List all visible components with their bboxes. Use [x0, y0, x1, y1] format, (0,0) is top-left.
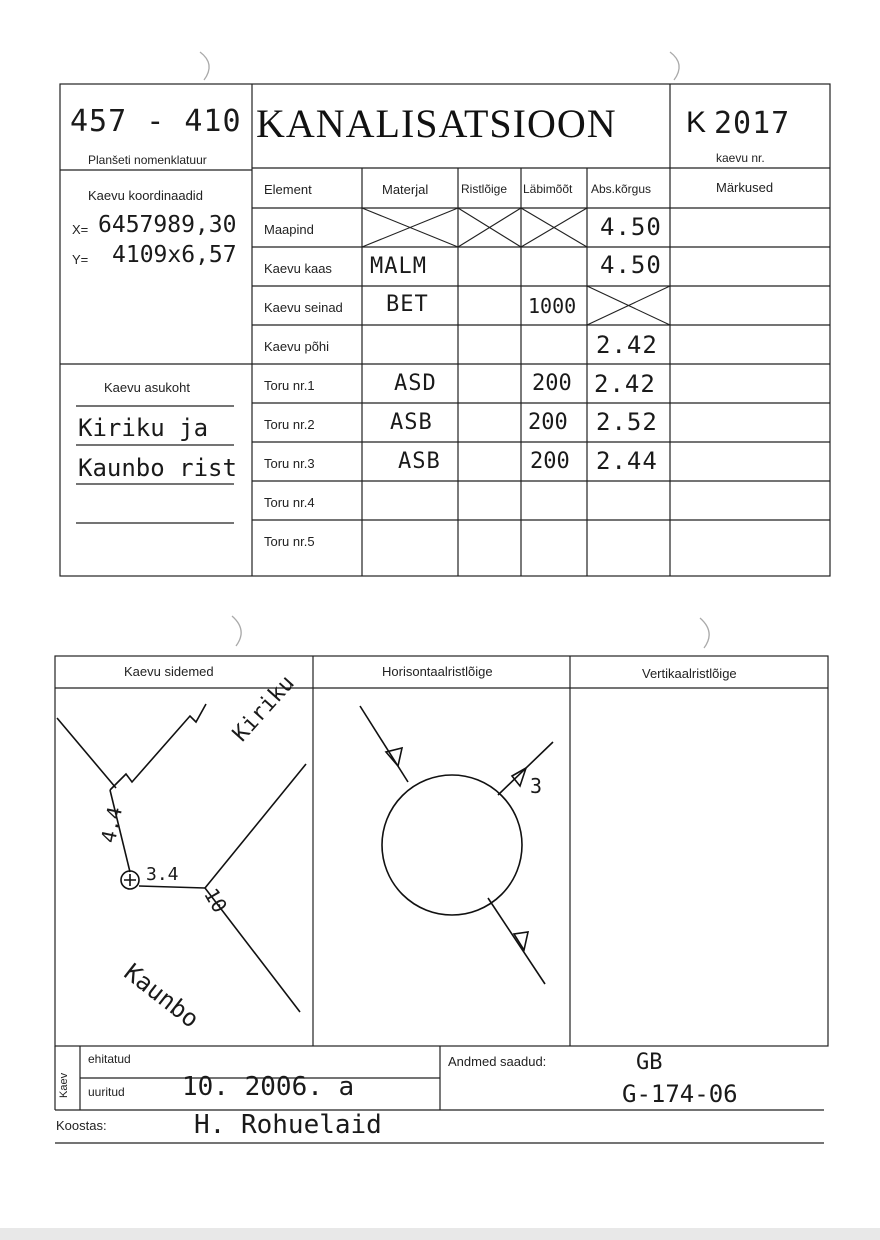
well-number-value: 2017: [714, 106, 791, 141]
row-label: Kaevu seinad: [264, 300, 343, 315]
cell-material: ASD: [394, 371, 437, 396]
panel-title-connections: Kaevu sidemed: [124, 664, 214, 679]
cell-elevation: 2.52: [596, 408, 658, 436]
column-header-diameter: Läbimõõt: [523, 182, 573, 196]
cell-diameter: 200: [532, 371, 572, 396]
cell-elevation: 2.42: [594, 370, 656, 398]
cell-material: MALM: [370, 254, 427, 279]
scan-edge: [0, 1228, 880, 1240]
nomenclature-value: 457 - 410: [70, 104, 242, 139]
cell-material: BET: [386, 292, 429, 317]
cell-diameter: 200: [530, 449, 570, 474]
coordinates-label: Kaevu koordinaadid: [88, 188, 203, 203]
renewed-label: uuritud: [88, 1085, 125, 1099]
row-label: Maapind: [264, 222, 314, 237]
sketch-street-label: Kiriku: [228, 670, 300, 747]
row-label: Toru nr.1: [264, 378, 315, 393]
nomenclature-label: Planšeti nomenklatuur: [88, 153, 207, 167]
x-value: 6457989,30: [98, 212, 237, 238]
data-source-label: Andmed saadud:: [448, 1054, 547, 1069]
cell-elevation: 4.50: [600, 251, 662, 279]
row-label: Toru nr.5: [264, 534, 315, 549]
row-label: Toru nr.3: [264, 456, 315, 471]
y-label: Y=: [72, 252, 89, 267]
row-label: Toru nr.4: [264, 495, 315, 510]
cell-elevation: 2.42: [596, 331, 658, 359]
column-header-section: Ristlõige: [461, 182, 508, 196]
location-line-1: Kiriku ja: [78, 414, 209, 442]
built-label: ehitatud: [88, 1052, 131, 1066]
renewed-value: 10. 2006. a: [182, 1072, 355, 1102]
row-label: Toru nr.2: [264, 417, 315, 432]
well-number-prefix: K: [686, 106, 707, 139]
cell-diameter: 1000: [528, 294, 577, 318]
panel-title-horizontal-section: Horisontaalristlõige: [382, 664, 493, 679]
author-label: Koostas:: [56, 1118, 107, 1133]
data-source-value-2: G-174-06: [622, 1080, 738, 1108]
cell-material: ASB: [390, 410, 433, 435]
location-label: Kaevu asukoht: [104, 380, 191, 395]
well-number-label: kaevu nr.: [716, 151, 765, 165]
sketch-length-label: 3.4: [146, 864, 179, 885]
cell-elevation: 2.44: [596, 447, 658, 475]
sketch-length-label: 10: [199, 884, 233, 917]
column-header-elevation: Abs.kõrgus: [591, 182, 652, 196]
page-title: KANALISATSIOON: [256, 101, 617, 146]
cell-elevation: 4.50: [600, 213, 662, 241]
column-header-material: Materjal: [382, 182, 429, 197]
panel-title-vertical-section: Vertikaalristlõige: [642, 666, 737, 681]
cell-diameter: 200: [528, 410, 568, 435]
row-label: Kaevu kaas: [264, 261, 332, 276]
location-line-2: Kaunbo rist: [78, 454, 237, 482]
data-source-value-1: GB: [636, 1050, 663, 1075]
sketch-street-label: Kaunbo: [118, 958, 205, 1034]
sketch-length-label: 4.4: [96, 804, 127, 845]
y-value: 4109x6,57: [112, 242, 237, 268]
column-header-element: Element: [264, 182, 312, 197]
footer-side-label: Kaev: [58, 1072, 70, 1098]
sketch-pipe-number: 3: [530, 774, 544, 798]
row-label: Kaevu põhi: [264, 339, 330, 354]
cell-material: ASB: [398, 449, 441, 474]
x-label: X=: [72, 222, 89, 237]
column-header-notes: Märkused: [716, 180, 774, 195]
author-signature: H. Rohuelaid: [194, 1110, 382, 1140]
